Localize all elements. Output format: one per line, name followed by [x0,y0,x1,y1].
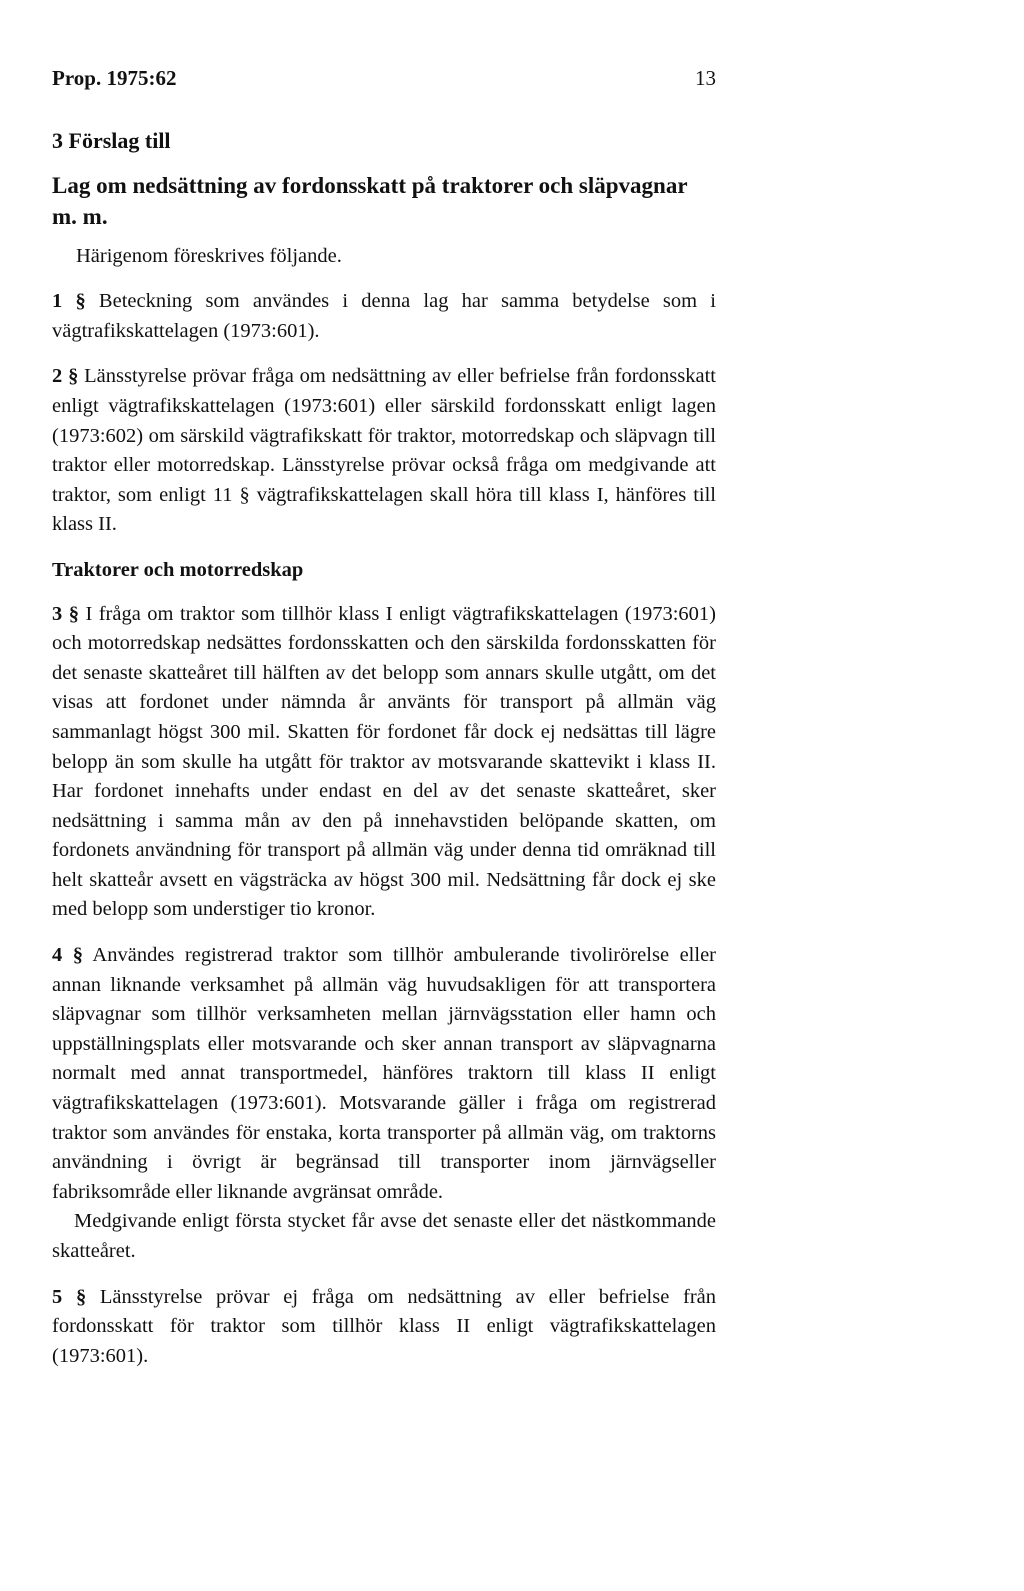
paragraph-5 [52,1283,716,1372]
paragraph-3 [52,600,716,926]
paragraph-2 [52,362,716,540]
paragraph-number: 4 § [52,944,84,967]
paragraph-text: Länsstyrelse prövar fråga om nedsättning av eller befrielse från fordonsskatt enligt vägtrafikskattelagen (1973:601) eller särskild fordonsskatt enligt lagen (1973:602) om särskild vägtrafikskatt för traktor, motorredskap och släpvagn till traktor eller motorredskap. Länsstyrelse prövar också fråga om medgivande att traktor, som enligt 11 § vägtrafikskattelagen skall höra till klass I, hänföres till klass II. [52,365,717,536]
paragraph-text: Användes registrerad traktor som tillhör ambulerande tivolirörelse eller annan liknande verksamhet på allmän väg huvudsakligen för att transportera släpvagnar som tillhör verksamheten mellan järnvägsstation eller hamn och uppställningsplats eller motsvarande och sker annan transport av släpvagnarna normalt med annat transportmedel, hänföres traktorn till klass II enligt vägtrafikskattelagen (1973:601). Motsvarande gäller i fråga om registrerad traktor som användes för enstaka, korta transporter på allmän väg, om traktorns användning i övrigt är begränsad till transporter inom järnvägseller fabriksområde eller liknande avgränsat område. [52,944,716,1203]
document-body [52,126,716,1387]
page-header [52,66,716,91]
paragraph-text: I fråga om traktor som tillhör klass I enligt vägtrafikskattelagen (1973:601) och motorredskap nedsättes fordonsskatten och den särskilda fordonsskatten för det senaste skatteåret till hälften av det belopp som annars skulle utgått, om det visas att fordonet under nämnda år använts för transport på allmän väg sammanlagt högst 300 mil. Skatten för fordonet får dock ej nedsättas till lägre belopp än som skulle ha utgått för traktor av motsvarande skattevikt i klass II. Har fordonet innehafts under endast en del av det senaste skatteåret, sker nedsättning i samma mån av den på innehavstiden belöpande skatten, om fordonets användning för transport på allmän väg under denna tid omräknad till helt skatteår avsett en vägsträcka av högst 300 mil. Nedsättning får dock ej ske med belopp som understiger tio kronor. [52,602,716,921]
paragraph-text: Beteckning som användes i denna lag har samma betydelse som i vägtrafikskattelagen (1973:601). [52,290,717,342]
law-title: Lag om nedsättning av fordonsskatt på traktorer och släpvagnar m. m. [52,172,688,229]
paragraph-1 [52,287,716,346]
publication-reference: Prop. 1975:62 [52,66,177,90]
paragraph-number: 1 § [52,290,86,313]
intro-text: Härigenom föreskrives följande. [76,244,342,267]
paragraph-4-continuation: Medgivande enligt första stycket får avse det senaste eller det nästkommande skatteåret. [52,1210,716,1262]
paragraph-4 [52,941,716,1207]
paragraph-number: 3 § [52,602,79,625]
paragraph-text: Länsstyrelse prövar ej fråga om nedsättning av eller befrielse från fordonsskatt för traktor som tillhör klass II enligt vägtrafikskattelagen (1973:601). [52,1285,717,1367]
section-heading: 3 Förslag till [52,128,171,153]
paragraph-number: 5 § [52,1285,87,1308]
paragraph-number: 2 § [52,365,79,388]
page-number: 13 [695,66,716,90]
subheading: Traktorer och motorredskap [52,558,304,581]
